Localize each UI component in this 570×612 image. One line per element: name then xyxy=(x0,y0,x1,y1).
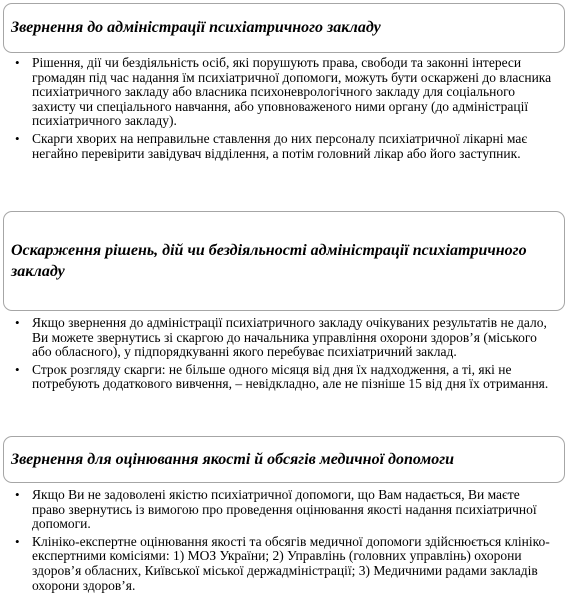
list-item-text: Строк розгляду скарги: не більше одного місяця від дня їх надходження, а ті, які не потребують додаткового вивчення, – невідкладно, але не пізніше 15 від дня їх отримання. xyxy=(32,361,549,392)
bullet-icon: • xyxy=(15,361,20,377)
section-3-box xyxy=(3,436,565,483)
section-2-box xyxy=(3,211,565,311)
section-2-heading: Оскарження рішень, дій чи бездіяльності адміністрації психіатричного закладу xyxy=(11,242,527,280)
list-item xyxy=(0,488,566,532)
list-item xyxy=(0,316,566,360)
list-item-text: Якщо Ви не задоволені якістю психіатричної допомоги, що Вам надається, Ви маєте право звернутись із вимогою про проведення оцінювання якості надання психіатричної допомоги. xyxy=(32,487,537,532)
bullet-icon: • xyxy=(15,315,20,330)
section-1-heading: Звернення до адміністрації психіатричного закладу xyxy=(11,19,381,36)
section-2-list xyxy=(0,316,566,395)
bullet-icon: • xyxy=(15,487,20,502)
section-3-heading: Звернення для оцінювання якості й обсягів медичної допомоги xyxy=(11,451,454,468)
section-1-list xyxy=(0,56,566,164)
bullet-icon: • xyxy=(15,533,20,549)
list-item-text: Якщо звернення до адміністрації психіатричного закладу очікуваних результатів не дало, Ви можете звернутись зі скаргою до начальника управління охорони здоров’я (міського або обласного), у підпорядкуванні якого перебуває психіатричний заклад. xyxy=(32,315,547,360)
bullet-icon: • xyxy=(15,55,20,70)
bullet-icon: • xyxy=(15,130,20,146)
list-item xyxy=(0,56,566,129)
list-item xyxy=(0,363,566,392)
list-item xyxy=(0,535,566,593)
list-item-text: Скарги хворих на неправильне ставлення до них персоналу психіатричної лікарні має негайно перевірити завідувач відділення, а потім головний лікар або його заступник. xyxy=(32,130,528,161)
list-item-text: Клініко-експертне оцінювання якості та обсягів медичної допомоги здійснюється клініко-експертними комісіями: 1) МОЗ України; 2) Управлінь (головних управлінь) охорони здоров’я обласних, Київської міської держадміністрації; 3) Медичними радами закладів охорони здоров’я. xyxy=(32,533,550,593)
list-item-text: Рішення, дії чи бездіяльність осіб, які порушують права, свободи та законні інтереси громадян під час надання їм психіатричної допомоги, можуть бути оскаржені до власника психіатричного закладу або власника психоневрологічного закладу для соціального захисту чи спеціального навчання, або уповноваженого ними органу (до адміністрації психіатричного закладу). xyxy=(32,55,552,129)
list-item xyxy=(0,132,566,161)
section-1-box xyxy=(3,3,565,53)
section-3-list xyxy=(0,488,566,596)
